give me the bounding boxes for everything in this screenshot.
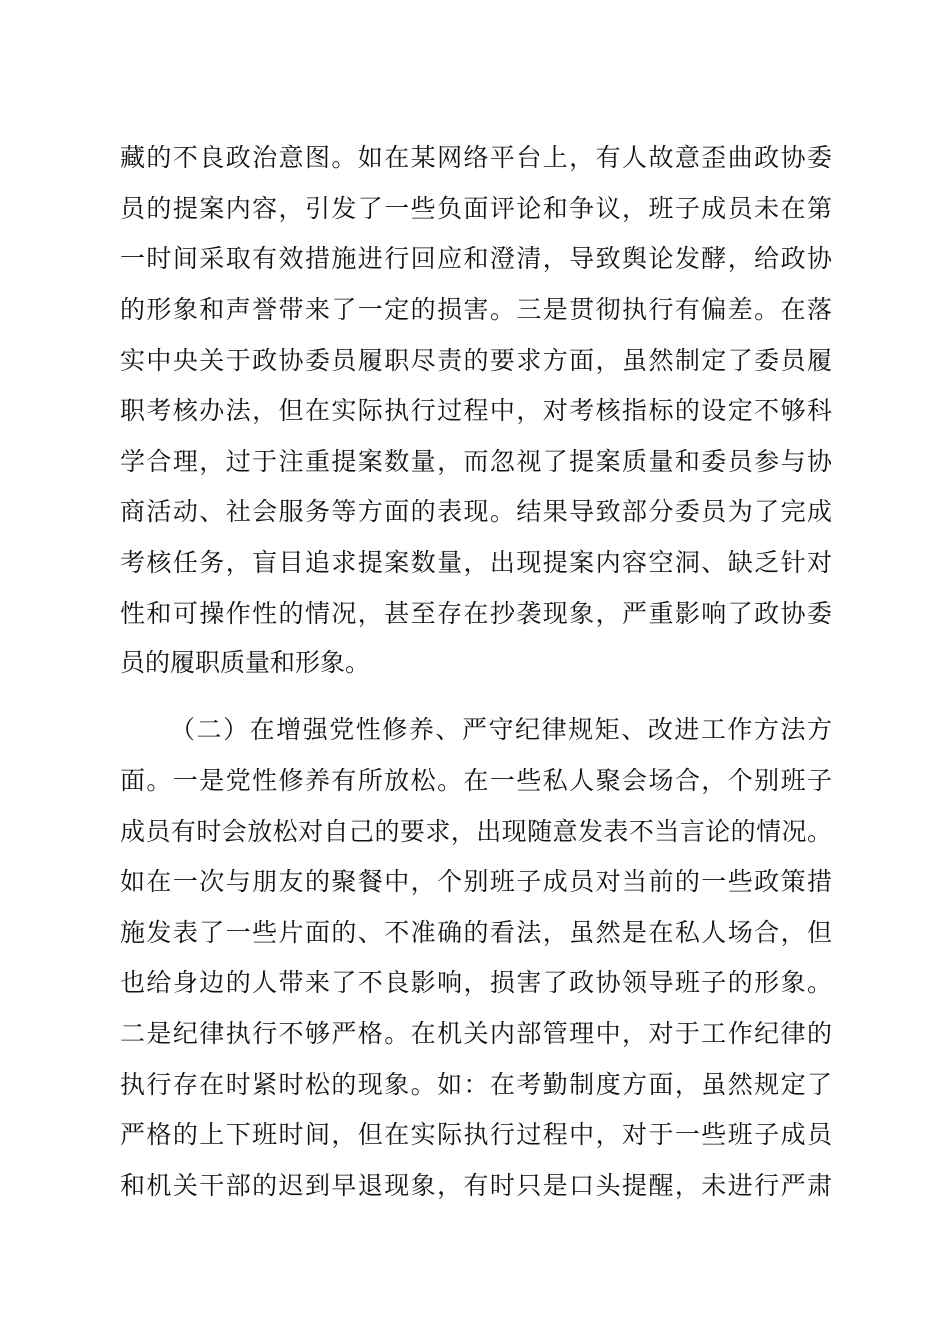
paragraph-1-line-6: 职考核办法，但在实际执行过程中，对考核指标的设定不够科 xyxy=(120,396,832,425)
paragraph-1-line-4: 的形象和声誉带来了一定的损害。三是贯彻执行有偏差。在落 xyxy=(120,295,832,324)
paragraph-1-line-11: 员的履职质量和形象。 xyxy=(120,648,371,677)
paragraph-1-line-3: 一时间采取有效措施进行回应和澄清，导致舆论发酵，给政协 xyxy=(120,244,832,273)
paragraph-2-line-3: 成员有时会放松对自己的要求，出现随意发表不当言论的情况。 xyxy=(120,817,832,846)
paragraph-2-line-2: 面。一是党性修养有所放松。在一些私人聚会场合，个别班子 xyxy=(120,766,832,795)
paragraph-1-line-10: 性和可操作性的情况，甚至存在抄袭现象，严重影响了政协委 xyxy=(120,599,832,628)
paragraph-2-line-8: 执行存在时紧时松的现象。如：在考勤制度方面，虽然规定了 xyxy=(120,1070,832,1099)
paragraph-2-line-6: 也给身边的人带来了不良影响，损害了政协领导班子的形象。 xyxy=(120,968,832,997)
paragraph-1-line-8: 商活动、社会服务等方面的表现。结果导致部分委员为了完成 xyxy=(120,497,832,526)
paragraph-1-line-9: 考核任务，盲目追求提案数量，出现提案内容空洞、缺乏针对 xyxy=(120,548,832,577)
paragraph-1-line-7: 学合理，过于注重提案数量，而忽视了提案质量和委员参与协 xyxy=(120,447,832,476)
paragraph-2-line-4: 如在一次与朋友的聚餐中，个别班子成员对当前的一些政策措 xyxy=(120,867,832,896)
paragraph-2-line-10: 和机关干部的迟到早退现象，有时只是口头提醒，未进行严肃 xyxy=(120,1171,832,1200)
paragraph-2-line-1: （二）在增强党性修养、严守纪律规矩、改进工作方法方 xyxy=(170,715,832,744)
paragraph-2-line-7: 二是纪律执行不够严格。在机关内部管理中，对于工作纪律的 xyxy=(120,1019,832,1048)
paragraph-1-line-2: 员的提案内容，引发了一些负面评论和争议，班子成员未在第 xyxy=(120,194,832,223)
paragraph-1-line-1: 藏的不良政治意图。如在某网络平台上，有人故意歪曲政协委 xyxy=(120,143,832,172)
paragraph-2-line-5: 施发表了一些片面的、不准确的看法，虽然是在私人场合，但 xyxy=(120,918,832,947)
paragraph-2-line-9: 严格的上下班时间，但在实际执行过程中，对于一些班子成员 xyxy=(120,1120,832,1149)
paragraph-1-line-5: 实中央关于政协委员履职尽责的要求方面，虽然制定了委员履 xyxy=(120,346,832,375)
